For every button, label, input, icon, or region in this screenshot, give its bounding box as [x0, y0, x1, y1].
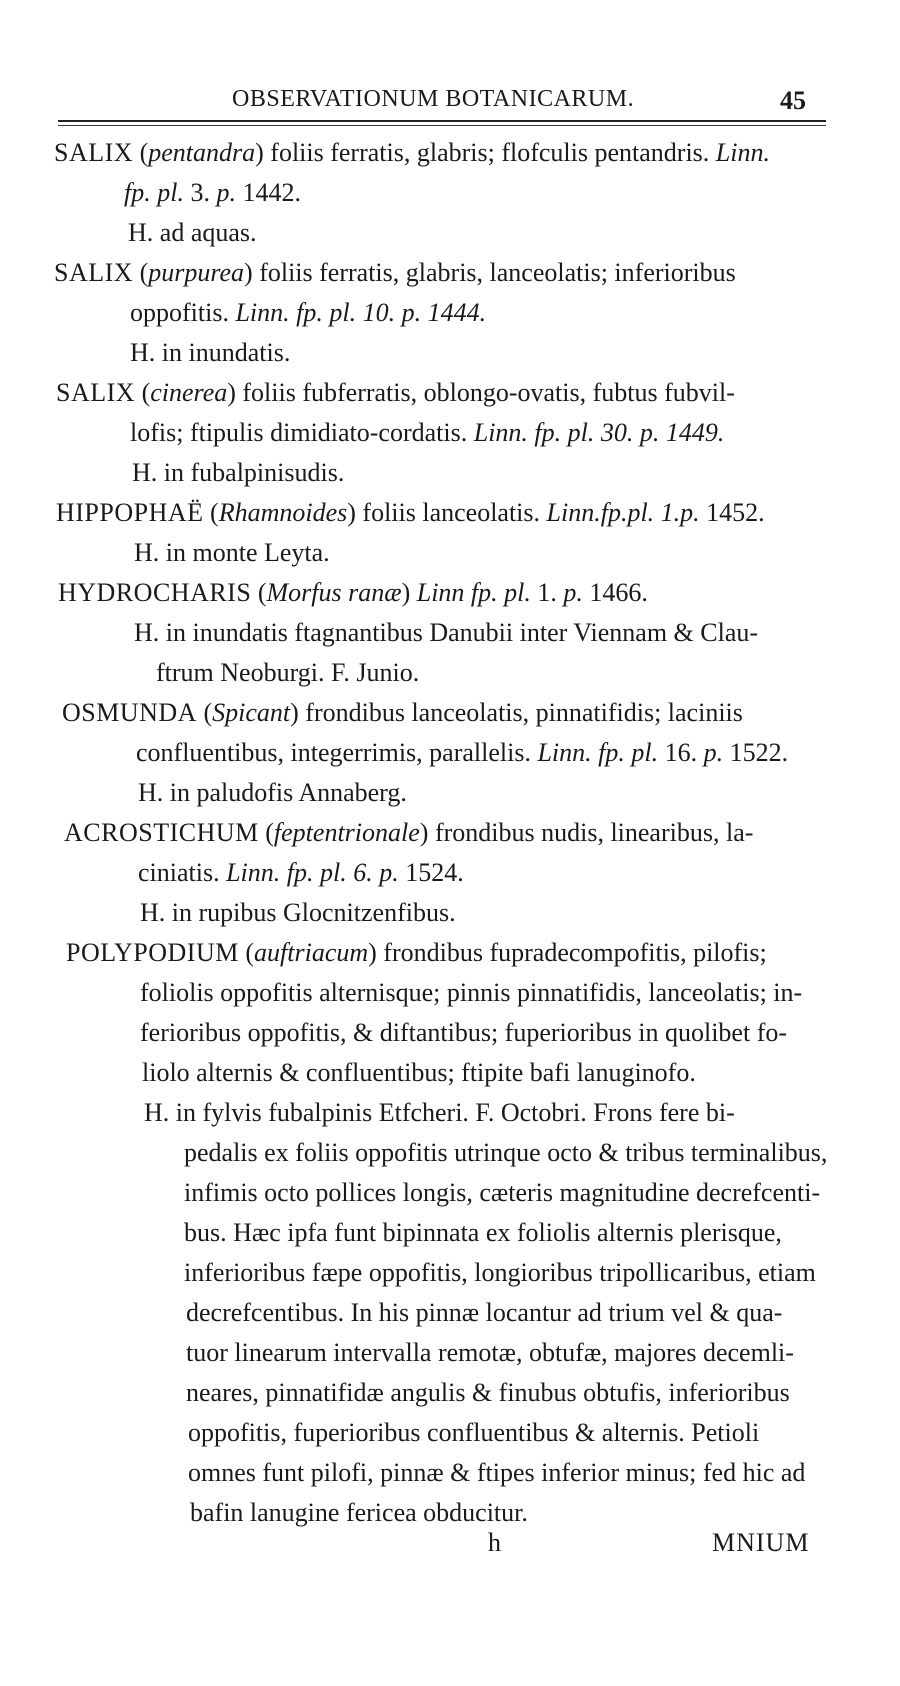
text-run: omnes funt pilofi, pinnæ & ftipes inferior minus; fed hic ad [188, 1458, 806, 1487]
text-run: pedalis ex foliis oppofitis utrinque octo & tribus terminalibus, [184, 1138, 828, 1167]
text-run: ) frondibus lanceolatis, pinnatifidis; laciniis [290, 698, 743, 727]
text-run: ( [133, 258, 149, 287]
text-run: H. in fubalpinisudis. [132, 458, 345, 487]
text-run: 1466. [582, 578, 648, 607]
text-run: foliolis oppofitis alternisque; pinnis pinnatifidis, lanceolatis; in- [140, 978, 803, 1007]
text-line [140, 1018, 787, 1048]
italic-text: Linn. [715, 138, 770, 167]
italic-text: cinerea [150, 378, 228, 407]
italic-text: p. [703, 738, 724, 767]
text-run: 1524. [398, 858, 464, 887]
text-run: ( [238, 938, 255, 967]
text-line [62, 698, 743, 728]
text-line [188, 1458, 805, 1488]
text-run: 3. [183, 178, 217, 207]
text-line [134, 618, 758, 648]
text-run: ( [251, 578, 267, 607]
text-line [186, 1378, 790, 1408]
text-run: 1522. [723, 738, 789, 767]
text-run: lofis; ftipulis dimidiato-cordatis. [130, 418, 474, 447]
italic-text: Linn. fp. pl. 6. p. [226, 858, 399, 887]
italic-text: purpurea [148, 258, 245, 287]
text-run: H. in inundatis ftagnantibus Danubii inter Viennam & Clau- [134, 618, 759, 647]
text-run: inferioribus fæpe oppofitis, longioribus tripollicaribus, etiam [184, 1258, 816, 1287]
text-line [184, 1178, 820, 1208]
header-rule-thin [58, 125, 826, 126]
italic-text: feptentrionale [273, 818, 420, 847]
running-title: OBSERVATIONUM BOTANICARUM. [232, 86, 635, 112]
text-line [186, 1338, 794, 1368]
text-run: confluentibus, integerrimis, parallelis. [136, 738, 538, 767]
text-line [138, 778, 407, 808]
genus-name: SALIX [54, 258, 134, 287]
text-line [184, 1218, 782, 1248]
text-line [142, 1058, 696, 1088]
text-line [136, 738, 788, 768]
text-run: tuor linearum intervalla remotæ, obtufæ, majores decemli- [186, 1338, 794, 1367]
text-line [54, 258, 736, 288]
text-line [66, 938, 767, 968]
text-line [54, 138, 770, 168]
text-run: ) foliis ferratis, glabris; flofculis pentandris. [255, 138, 716, 167]
text-line [130, 338, 290, 368]
italic-text: Rhamnoides [218, 498, 348, 527]
italic-text: p. [563, 578, 583, 607]
text-run: ( [203, 498, 219, 527]
text-line [190, 1498, 528, 1528]
text-run: H. in monte Leyta. [134, 538, 330, 567]
text-run: H. in inundatis. [130, 338, 291, 367]
genus-name: OSMUNDA [62, 698, 197, 727]
text-line [140, 978, 802, 1008]
text-run: bafin lanugine fericea obducitur. [190, 1498, 528, 1527]
text-run: ) foliis ferratis, glabris, lanceolatis; inferioribus [244, 258, 736, 287]
text-line [144, 1098, 735, 1128]
text-run: H. in rupibus Glocnitzenfibus. [140, 898, 456, 927]
text-line [184, 1258, 816, 1288]
text-line [188, 1418, 759, 1448]
text-run: ( [196, 698, 213, 727]
text-run: 16. [658, 738, 704, 767]
italic-text: Morfus ranæ [266, 578, 402, 607]
text-run: decrefcentibus. In his pinnæ locantur ad trium vel & qua- [186, 1298, 783, 1327]
text-run: bus. Hæc ipfa funt bipinnata ex foliolis alternis plerisque, [184, 1218, 782, 1247]
text-run: ) foliis lanceolatis. [347, 498, 547, 527]
text-line [140, 898, 456, 928]
text-run: infimis octo pollices longis, cæteris magnitudine decrefcenti- [184, 1178, 821, 1207]
text-run: ( [133, 138, 149, 167]
italic-text: Linn.fp.pl. 1.p. [546, 498, 700, 527]
text-line [128, 218, 257, 248]
italic-text: p. [216, 178, 236, 207]
italic-text: Linn. fp. pl. [537, 738, 659, 767]
italic-text: Linn fp. pl. [416, 578, 531, 607]
text-run: liolo alternis & confluentibus; ftipite bafi lanuginofo. [142, 1058, 696, 1087]
text-run: ftrum Neoburgi. F. Junio. [156, 658, 420, 687]
text-line [130, 298, 486, 328]
text-line [134, 538, 330, 568]
italic-text: Linn. fp. pl. 30. p. 1449. [473, 418, 725, 447]
text-run: H. in paludofis Annaberg. [138, 778, 407, 807]
text-run: ) frondibus fupradecompofitis, pilofis; [368, 938, 767, 967]
text-line [156, 658, 419, 688]
page-number: 45 [780, 86, 806, 115]
genus-name: HIPPOPHAË [56, 498, 204, 527]
genus-name: SALIX [54, 138, 134, 167]
text-run: ) [401, 578, 417, 607]
text-line [132, 458, 344, 488]
text-line [184, 1138, 827, 1168]
text-run: 1442. [235, 178, 301, 207]
text-run: neares, pinnatifidæ angulis & finubus obtufis, inferioribus [186, 1378, 790, 1407]
genus-name: POLYPODIUM [66, 938, 239, 967]
text-run: 1. [530, 578, 564, 607]
genus-name: ACROSTICHUM [64, 818, 259, 847]
header-rule [58, 120, 826, 122]
text-line [138, 858, 464, 888]
text-run: oppofitis. [130, 298, 236, 327]
italic-text: pentandra [148, 138, 256, 167]
text-run: oppofitis, fuperioribus confluentibus & alternis. Petioli [188, 1418, 760, 1447]
text-run: ) frondibus nudis, linearibus, la- [419, 818, 754, 847]
italic-text: Spicant [212, 698, 291, 727]
text-line [56, 498, 765, 528]
text-line [186, 1298, 782, 1328]
text-line [130, 418, 724, 448]
italic-text: auftriacum [254, 938, 369, 967]
genus-name: HYDROCHARIS [58, 578, 252, 607]
text-line [58, 578, 648, 608]
text-run: ferioribus oppofitis, & diftantibus; fuperioribus in quolibet fo- [140, 1018, 788, 1047]
text-run: ( [135, 378, 151, 407]
text-run: ) foliis fubferratis, oblongo-ovatis, fubtus fubvil- [227, 378, 735, 407]
catchword: MNIUM [712, 1528, 810, 1557]
text-line [124, 178, 301, 208]
genus-name: SALIX [56, 378, 136, 407]
italic-text: Linn. fp. pl. 10. p. 1444. [235, 298, 487, 327]
text-run: H. ad aquas. [128, 218, 257, 247]
text-run: ( [258, 818, 274, 847]
text-line [64, 818, 753, 848]
text-run: ciniatis. [138, 858, 227, 887]
italic-text: fp. pl. [124, 178, 184, 207]
text-run: H. in fylvis fubalpinis Etfcheri. F. Octobri. Frons fere bi- [144, 1098, 735, 1127]
text-run: 1452. [699, 498, 765, 527]
text-line [56, 378, 735, 408]
signature-mark: h [488, 1528, 501, 1557]
